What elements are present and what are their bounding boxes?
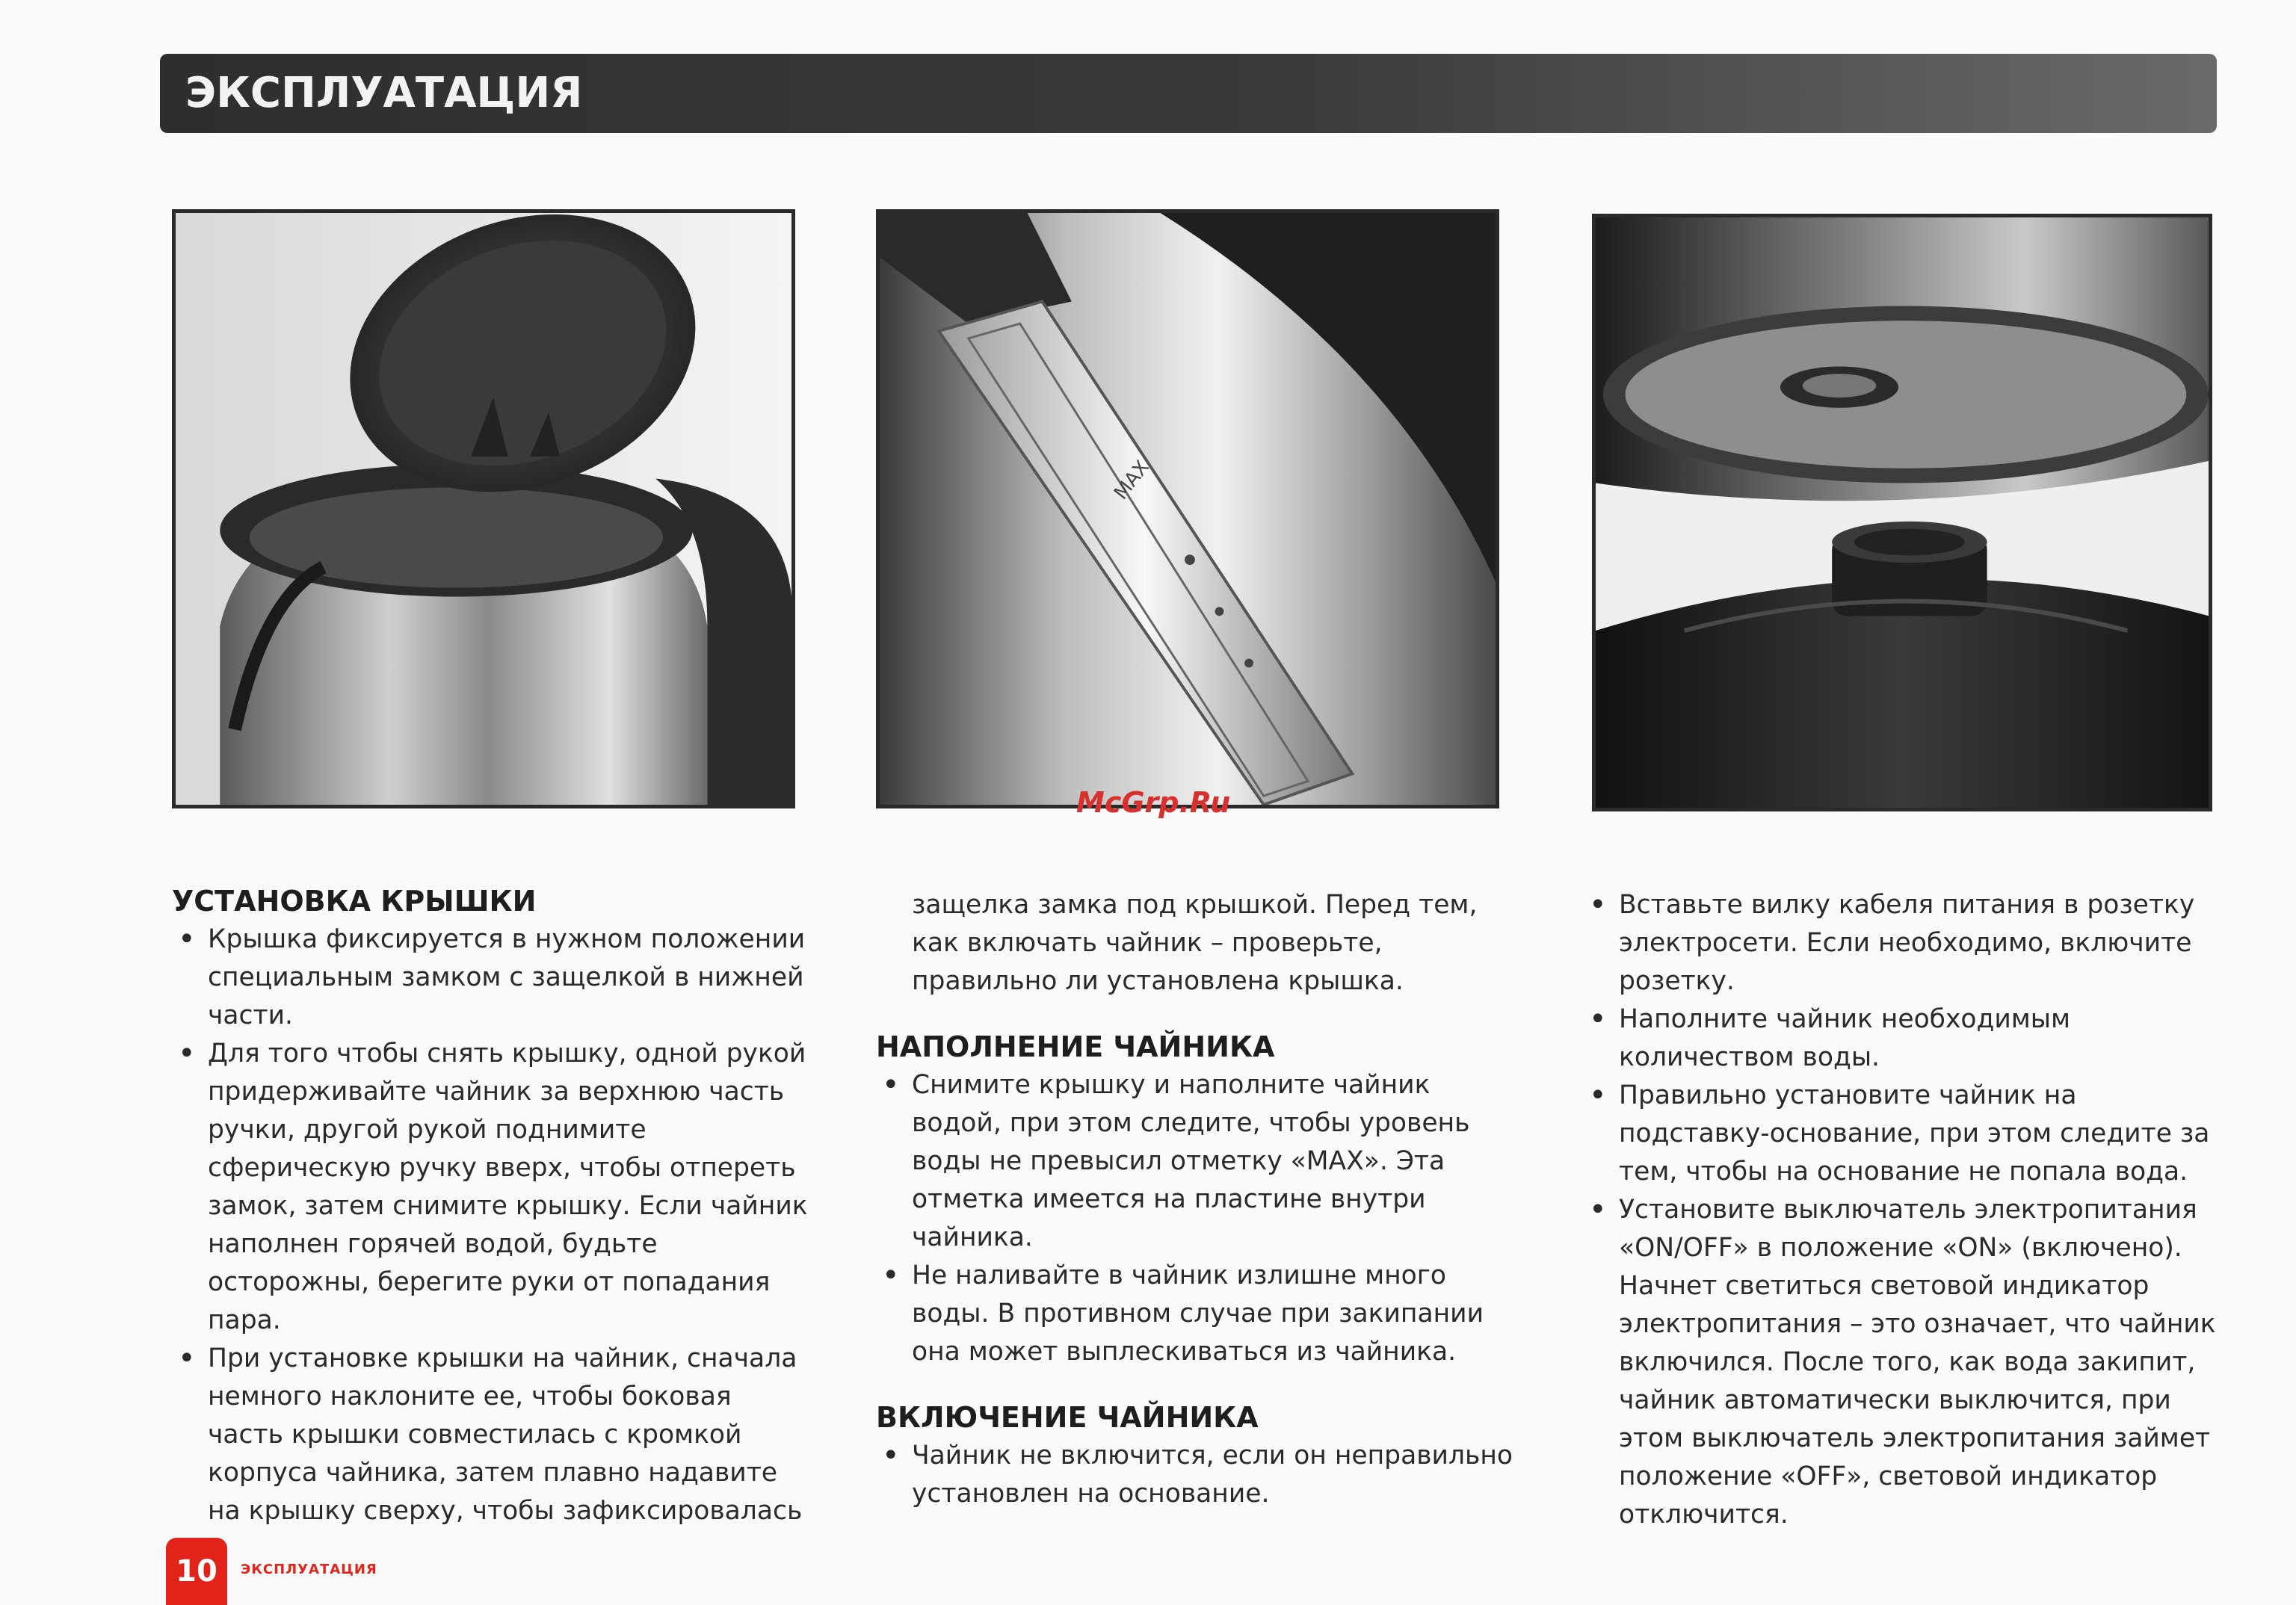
- continued-text: защелка замка под крышкой. Перед тем, как включать чайник – проверьте, правильно ли установлена крышка.: [912, 890, 1478, 996]
- watermark: McGrp.Ru: [1076, 786, 1231, 819]
- operation-bullet-list: [1583, 886, 2226, 1534]
- header-bar: [160, 54, 2217, 133]
- filling-bullet-list: [876, 1066, 1519, 1371]
- list-item: • Вставьте вилку кабеля питания в розетку электросети. Если необходимо, включите розетку.: [1583, 886, 2226, 1001]
- list-item: • Не наливайте в чайник излишне много воды. В противном случае при закипании она может выплескиваться из чайника.: [876, 1257, 1519, 1371]
- list-item: • Крышка фиксируется в нужном положении специальным замком с защелкой в нижней части.: [172, 921, 815, 1035]
- list-item: • Снимите крышку и наполните чайник водой, при этом следите, чтобы уровень воды не превысил отметку «MAX». Эта отметка имеется на пластине внутри чайника.: [876, 1066, 1519, 1257]
- list-item: • Правильно установите чайник на подставку-основание, при этом следите за тем, чтобы на основание не попала вода.: [1583, 1077, 2226, 1191]
- section-title-filling: НАПОЛНЕНИЕ ЧАЙНИКА: [876, 1030, 1275, 1063]
- lid-bullet-list: [172, 921, 815, 1530]
- list-item: • При установке крышки на чайник, сначала немного наклоните ее, чтобы боковая часть крышки совместилась с кромкой корпуса чайника, затем плавно надавите на крышку сверху, чтобы зафиксировалась: [172, 1340, 815, 1530]
- photo-water-level-window: [876, 209, 1499, 808]
- page-title: ЭКСПЛУАТАЦИЯ: [185, 69, 583, 117]
- column-lid-installation: [172, 882, 815, 1530]
- list-item: • Наполните чайник необходимым количеством воды.: [1583, 1001, 2226, 1077]
- section-title-switching-on: ВКЛЮЧЕНИЕ ЧАЙНИКА: [876, 1401, 1259, 1434]
- list-item: • Установите выключатель электропитания «ON/OFF» в положение «ON» (включено). Начнет светиться световой индикатор электропитания – это означает, что чайник включился. После того, как вода закипит, чайник автоматически выключится, при этом выключатель электропитания займет положение «OFF», световой индикатор отключится.: [1583, 1191, 2226, 1534]
- photo-kettle-open-lid: [172, 209, 795, 808]
- page-number-badge: 10: [166, 1538, 227, 1605]
- max-mark-label: MAX: [1109, 456, 1154, 504]
- column-operation-steps: [1583, 886, 2226, 1534]
- column-filling: [876, 886, 1519, 1513]
- photo-kettle-base: [1592, 214, 2212, 811]
- switching-bullet-list: [876, 1437, 1519, 1513]
- list-item: • Чайник не включится, если он неправильно установлен на основание.: [876, 1437, 1519, 1513]
- footer-section-label: ЭКСПЛУАТАЦИЯ: [241, 1562, 377, 1577]
- list-item: • Для того чтобы снять крышку, одной рукой придерживайте чайник за верхнюю часть ручки, другой рукой поднимите сферическую ручку вверх, чтобы отпереть замок, затем снимите крышку. Если чайник наполнен горячей водой, будьте осторожны, берегите руки от попадания пара.: [172, 1035, 815, 1340]
- section-title-lid: УСТАНОВКА КРЫШКИ: [172, 885, 537, 918]
